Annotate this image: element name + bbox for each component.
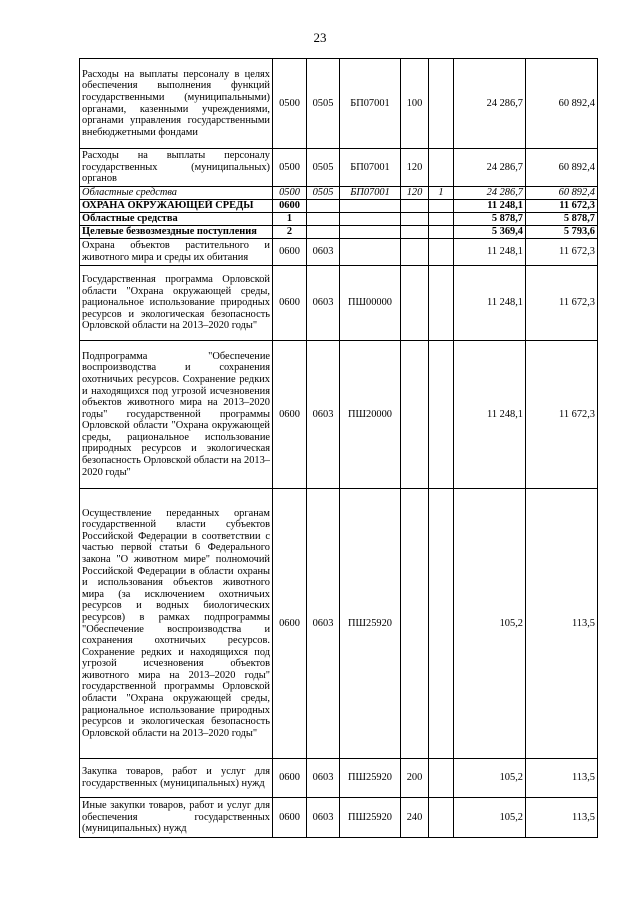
funding-source-code xyxy=(429,226,454,239)
expense-type-code xyxy=(401,341,429,489)
table-row xyxy=(80,200,598,213)
subsection-code xyxy=(307,200,340,213)
section-code: 0600 xyxy=(273,200,307,213)
section-code: 0600 xyxy=(273,266,307,341)
table-row xyxy=(80,759,598,798)
amount-year-1: 5 369,4 xyxy=(454,226,526,239)
expense-type-code: 100 xyxy=(401,59,429,149)
funding-source-code xyxy=(429,341,454,489)
row-description: Целевые безвозмездные поступления xyxy=(80,226,273,239)
row-description: Областные средства xyxy=(80,213,273,226)
amount-year-2: 113,5 xyxy=(526,759,598,798)
amount-year-2: 5 878,7 xyxy=(526,213,598,226)
table-row xyxy=(80,239,598,266)
row-description: ОХРАНА ОКРУЖАЮЩЕЙ СРЕДЫ xyxy=(80,200,273,213)
row-description: Осуществление переданных органам государственной власти субъектов Российской Федерации в соответствии с частью первой статьи 6 Федерального закона "О животном мире" полномочий Российской Федерации в области охраны и использования объектов животного мира (за исключением охотничьих ресурсов и водных биологических ресурсов) в рамках подпрограммы "Обеспечение воспроизводства и сохранения охотничьих ресурсов. Сохранение редких и находящихся под угрозой исчезновения объектов животного мира на 2013–2020 годы" государственной программы Орловской области "Охрана окружающей среды, рациональное использование природных ресурсов и экологическая безопасность Орловской области на 2013–2020 годы" xyxy=(80,489,273,759)
table-row xyxy=(80,489,598,759)
funding-source-code xyxy=(429,59,454,149)
target-article-code xyxy=(340,239,401,266)
funding-source-code xyxy=(429,798,454,838)
row-description: Подпрограмма "Обеспечение воспроизводства и сохранения охотничьих ресурсов. Сохранение редких и находящихся под угрозой исчезновения объектов животного мира на 2013–2020 годы" государственной программы Орловской области "Охрана окружающей среды, рациональное использование природных ресурсов и экологическая безопасность Орловской области на 2013–2020 годы" xyxy=(80,341,273,489)
table-row xyxy=(80,266,598,341)
table-row xyxy=(80,59,598,149)
subsection-code: 0603 xyxy=(307,489,340,759)
amount-year-2: 11 672,3 xyxy=(526,200,598,213)
amount-year-1: 11 248,1 xyxy=(454,239,526,266)
budget-table xyxy=(79,58,598,838)
amount-year-1: 105,2 xyxy=(454,798,526,838)
section-code: 0600 xyxy=(273,759,307,798)
table-body xyxy=(80,59,598,838)
expense-type-code: 120 xyxy=(401,149,429,187)
subsection-code: 0505 xyxy=(307,149,340,187)
target-article-code: ПШ25920 xyxy=(340,489,401,759)
target-article-code: ПШ25920 xyxy=(340,759,401,798)
row-description: Государственная программа Орловской области "Охрана окружающей среды, рациональное использование природных ресурсов и экологическая безопасность Орловской области на 2013–2020 годы" xyxy=(80,266,273,341)
row-description: Областные средства xyxy=(80,187,273,200)
subsection-code: 0603 xyxy=(307,341,340,489)
funding-source-code xyxy=(429,759,454,798)
funding-source-code xyxy=(429,489,454,759)
amount-year-1: 105,2 xyxy=(454,759,526,798)
amount-year-2: 60 892,4 xyxy=(526,59,598,149)
table-row xyxy=(80,213,598,226)
row-description: Расходы на выплаты персоналу в целях обеспечения выполнения функций государственными (муниципальными) органами, казенными учреждениями, органами управления государственными внебюджетными фондами xyxy=(80,59,273,149)
subsection-code: 0505 xyxy=(307,187,340,200)
target-article-code: БП07001 xyxy=(340,187,401,200)
amount-year-1: 11 248,1 xyxy=(454,266,526,341)
subsection-code: 0505 xyxy=(307,59,340,149)
section-code: 0600 xyxy=(273,798,307,838)
section-code: 1 xyxy=(273,213,307,226)
amount-year-2: 11 672,3 xyxy=(526,341,598,489)
section-code: 0600 xyxy=(273,239,307,266)
target-article-code: ПШ20000 xyxy=(340,341,401,489)
row-description: Иные закупки товаров, работ и услуг для обеспечения государственных (муниципальных) нужд xyxy=(80,798,273,838)
funding-source-code: 1 xyxy=(429,187,454,200)
funding-source-code xyxy=(429,200,454,213)
amount-year-1: 24 286,7 xyxy=(454,149,526,187)
target-article-code: ПШ00000 xyxy=(340,266,401,341)
amount-year-1: 11 248,1 xyxy=(454,341,526,489)
amount-year-2: 113,5 xyxy=(526,798,598,838)
expense-type-code xyxy=(401,213,429,226)
funding-source-code xyxy=(429,149,454,187)
subsection-code: 0603 xyxy=(307,759,340,798)
subsection-code xyxy=(307,226,340,239)
amount-year-1: 105,2 xyxy=(454,489,526,759)
amount-year-1: 5 878,7 xyxy=(454,213,526,226)
section-code: 0500 xyxy=(273,187,307,200)
funding-source-code xyxy=(429,239,454,266)
target-article-code: ПШ25920 xyxy=(340,798,401,838)
target-article-code xyxy=(340,213,401,226)
row-description: Охрана объектов растительного и животного мира и среды их обитания xyxy=(80,239,273,266)
expense-type-code: 200 xyxy=(401,759,429,798)
subsection-code: 0603 xyxy=(307,266,340,341)
subsection-code: 0603 xyxy=(307,239,340,266)
funding-source-code xyxy=(429,266,454,341)
amount-year-1: 24 286,7 xyxy=(454,187,526,200)
subsection-code xyxy=(307,213,340,226)
target-article-code: БП07001 xyxy=(340,149,401,187)
amount-year-2: 11 672,3 xyxy=(526,266,598,341)
table-row xyxy=(80,226,598,239)
amount-year-2: 60 892,4 xyxy=(526,187,598,200)
target-article-code xyxy=(340,200,401,213)
expense-type-code xyxy=(401,489,429,759)
row-description: Расходы на выплаты персоналу государственных (муниципальных) органов xyxy=(80,149,273,187)
section-code: 0600 xyxy=(273,489,307,759)
row-description: Закупка товаров, работ и услуг для государственных (муниципальных) нужд xyxy=(80,759,273,798)
table-row xyxy=(80,149,598,187)
section-code: 0500 xyxy=(273,149,307,187)
amount-year-2: 11 672,3 xyxy=(526,239,598,266)
expense-type-code xyxy=(401,239,429,266)
amount-year-1: 11 248,1 xyxy=(454,200,526,213)
expense-type-code: 240 xyxy=(401,798,429,838)
amount-year-2: 60 892,4 xyxy=(526,149,598,187)
section-code: 0600 xyxy=(273,341,307,489)
amount-year-1: 24 286,7 xyxy=(454,59,526,149)
table-row xyxy=(80,341,598,489)
expense-type-code xyxy=(401,266,429,341)
page-number: 23 xyxy=(313,30,327,45)
expense-type-code xyxy=(401,226,429,239)
target-article-code xyxy=(340,226,401,239)
table-row xyxy=(80,798,598,838)
table-row xyxy=(80,187,598,200)
amount-year-2: 113,5 xyxy=(526,489,598,759)
expense-type-code: 120 xyxy=(401,187,429,200)
target-article-code: БП07001 xyxy=(340,59,401,149)
section-code: 0500 xyxy=(273,59,307,149)
funding-source-code xyxy=(429,213,454,226)
amount-year-2: 5 793,6 xyxy=(526,226,598,239)
expense-type-code xyxy=(401,200,429,213)
subsection-code: 0603 xyxy=(307,798,340,838)
section-code: 2 xyxy=(273,226,307,239)
